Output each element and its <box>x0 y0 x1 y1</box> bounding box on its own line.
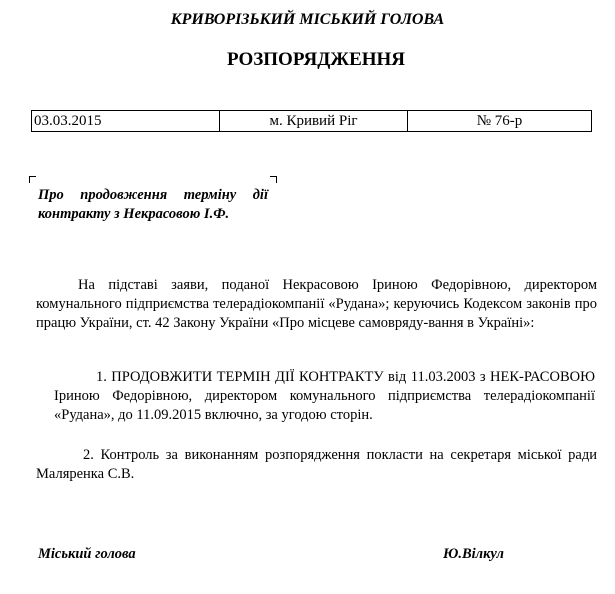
document-meta-table <box>31 110 592 132</box>
body-item-1: 1. ПРОДОВЖИТИ ТЕРМІН ДІЇ КОНТРАКТУ від 11.03.2003 з НЕК-РАСОВОЮ Іриною Федорівною, директором комунального підприємства телерадіокомпанії «Рудана», до 11.09.2015 включно, за угодою сторін. <box>54 369 595 423</box>
document-type-title: РОЗПОРЯДЖЕННЯ <box>226 49 406 70</box>
document-number: № 76-р <box>408 111 592 132</box>
document-header-organization: КРИВОРІЗЬКИЙ МІСЬКИЙ ГОЛОВА <box>170 11 445 28</box>
document-subject: Про продовження терміну дії контракту з Некрасовою І.Ф. <box>38 187 268 222</box>
subject-corner-mark-right <box>270 176 277 183</box>
signature-name: Ю.Вілкул <box>443 546 504 562</box>
document-city: м. Кривий Ріг <box>220 111 408 132</box>
meta-row <box>32 111 592 132</box>
body-intro-paragraph: На підставі заяви, поданої Некрасовою Іриною Федорівною, директором комунального підприємства телерадіокомпанії «Рудана»; керуючись Кодексом законів про працю України, ст. 42 Закону України «Про місцеве самовряду-вання в Україні»: <box>36 277 597 331</box>
signature-position: Міський голова <box>38 546 136 562</box>
subject-corner-mark-left <box>29 176 36 183</box>
document-date: 03.03.2015 <box>32 111 220 132</box>
body-item-2: 2. Контроль за виконанням розпорядження покласти на секретаря міської ради Маляренка С.В. <box>36 447 597 482</box>
